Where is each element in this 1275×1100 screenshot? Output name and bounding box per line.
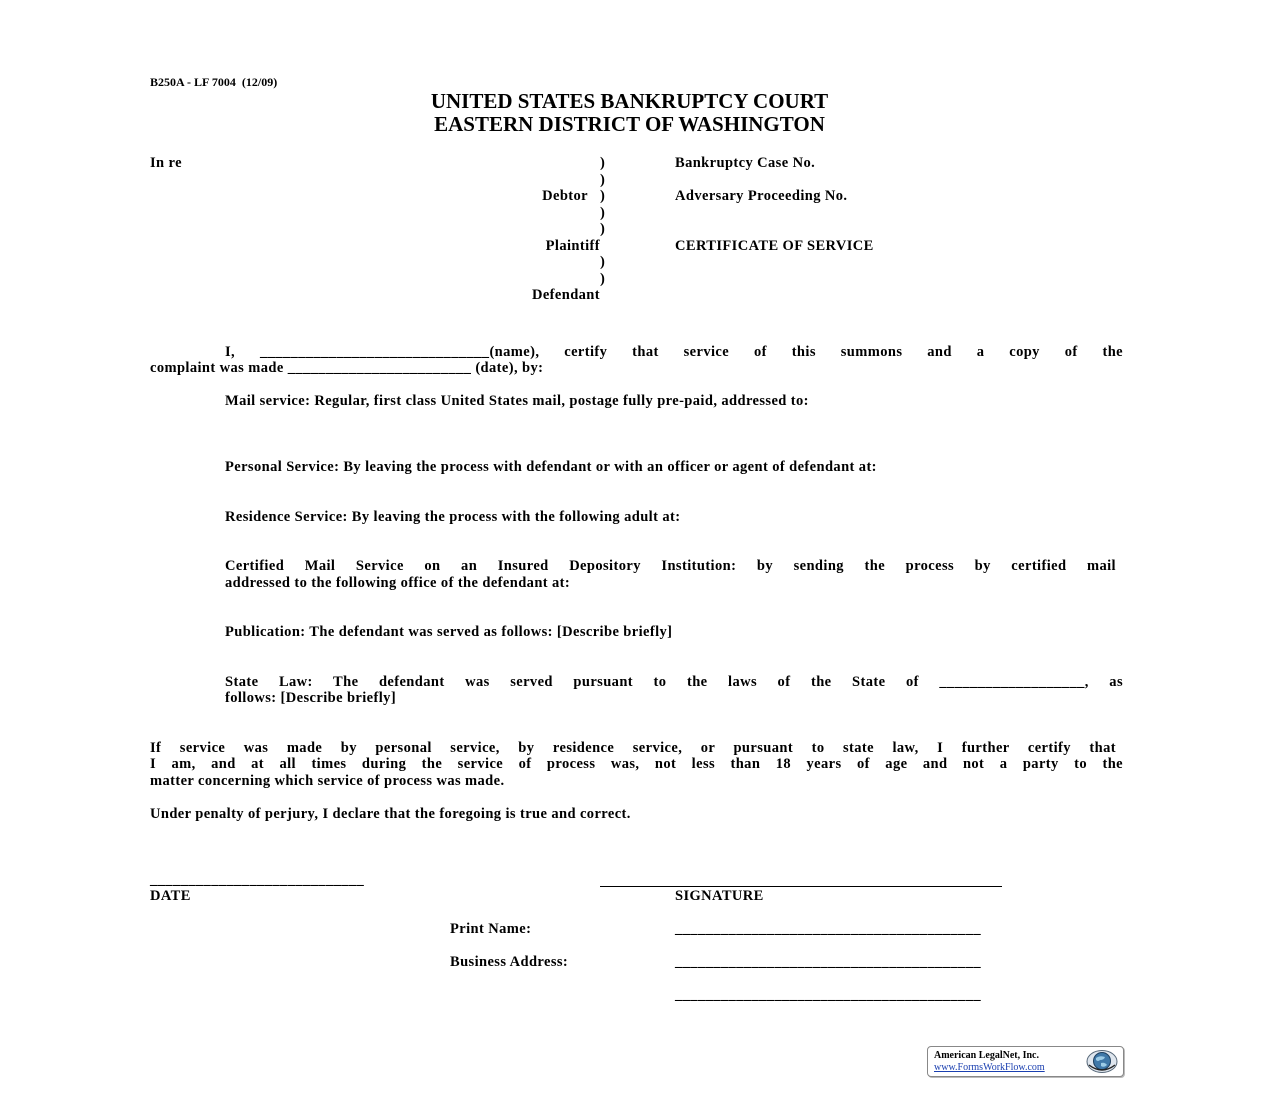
defendant-label: Defendant [531,287,600,303]
document-title: CERTIFICATE OF SERVICE [675,238,874,254]
business-address-label: Business Address: [450,954,569,970]
in-re-label: In re [150,155,182,171]
court-title-line2: EASTERN DISTRICT OF WASHINGTON [434,112,825,136]
further-certify-line-3: matter concerning which service of process was made. [150,773,505,789]
personal-service-option: Personal Service: By leaving the process with defendant or with an officer or agent of defendant at: [225,459,877,475]
date-label: DATE [150,888,191,904]
certify-line-2: complaint was made ________________________ (date), by: [150,360,544,376]
caption-paren: ) [600,188,606,204]
signature-line [600,886,1002,887]
further-certify-line-1: If service was made by personal service, by residence service, or pursuant to state law, I further certify that [150,740,1116,756]
plaintiff-label: Plaintiff [545,238,600,254]
print-name-blank: ________________________________________ [675,921,981,937]
certified-mail-line-2: addressed to the following office of the defendant at: [225,575,571,591]
date-blank: ____________________________ [150,872,365,888]
business-address-blank-2: ________________________________________ [675,987,981,1003]
bankruptcy-case-no-label: Bankruptcy Case No. [675,155,816,171]
form-number: B250A - LF 7004 (12/09) [150,75,278,89]
caption-paren: ) [600,205,606,221]
certify-line-1: I, ______________________________(name), certify that service of this summons and a copy of the [225,344,1123,360]
caption-paren: ) [600,172,606,188]
signature-label: SIGNATURE [675,888,764,904]
publisher-name: American LegalNet, Inc. [934,1050,1039,1061]
perjury-declaration: Under penalty of perjury, I declare that the foregoing is true and correct. [150,806,631,822]
certified-mail-line-1: Certified Mail Service on an Insured Depository Institution: by sending the process by certified mail [225,558,1116,574]
business-address-blank-1: ________________________________________ [675,954,981,970]
caption-paren: ) [600,271,606,287]
debtor-label: Debtor [542,188,588,204]
caption-paren: ) [600,254,606,270]
residence-service-option: Residence Service: By leaving the process with the following adult at: [225,509,681,525]
print-name-label: Print Name: [450,921,532,937]
publication-option: Publication: The defendant was served as follows: [Describe briefly] [225,624,673,640]
court-title-line1: UNITED STATES BANKRUPTCY COURT [430,89,829,113]
state-law-line-1: State Law: The defendant was served pursuant to the laws of the State of ___________________, as [225,674,1123,690]
caption-paren: ) [600,155,606,171]
adversary-proceeding-no-label: Adversary Proceeding No. [675,188,848,204]
globe-logo-icon [1085,1049,1119,1074]
caption-paren: ) [600,221,606,237]
state-law-line-2: follows: [Describe briefly] [225,690,397,706]
publisher-badge [927,1046,1124,1077]
mail-service-option: Mail service: Regular, first class United States mail, postage fully pre-paid, addressed to: [225,393,809,409]
further-certify-line-2: I am, and at all times during the service of process was, not less than 18 years of age and not a party to the [150,756,1123,772]
publisher-link[interactable]: www.FormsWorkFlow.com [934,1062,1045,1073]
